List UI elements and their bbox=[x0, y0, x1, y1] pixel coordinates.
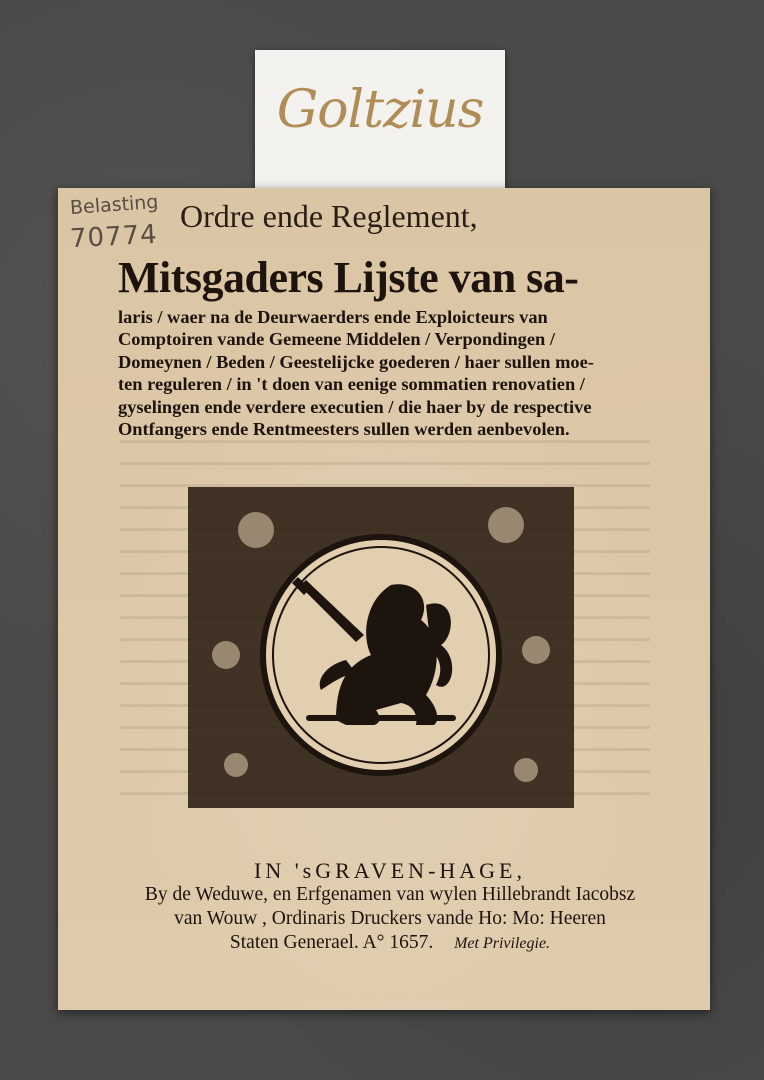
page-subtitle: Mitsgaders Lijste van sa- bbox=[118, 253, 579, 302]
body-line: Domeynen / Beden / Geestelijcke goederen / haer sullen moe- bbox=[118, 351, 594, 372]
imprint-printer-2: van Wouw , Ordinaris Druckers vande Ho: Mo: Heeren bbox=[174, 908, 606, 929]
title-body bbox=[118, 306, 658, 440]
lion-sword-emblem-icon bbox=[186, 485, 576, 810]
dealer-label-card bbox=[255, 50, 505, 195]
imprint-city: IN 'sGRAVEN-HAGE, bbox=[254, 858, 526, 883]
body-line: Ontfangers ende Rentmeesters sullen werden aenbevolen. bbox=[118, 419, 570, 440]
body-line: laris / waer na de Deurwaerders ende Exploicteurs van bbox=[118, 307, 548, 327]
imprint-privilege: Met Privilegie. bbox=[454, 935, 551, 952]
imprint-date-line bbox=[70, 932, 710, 954]
page-title: Ordre ende Reglement, bbox=[180, 198, 478, 234]
body-line: gyselingen ende verdere executien / die haer by de respective bbox=[118, 396, 592, 417]
handwritten-number: 70774 bbox=[69, 219, 159, 255]
body-line: Comptoiren vande Gemeene Middelen / Verpondingen / bbox=[118, 329, 555, 350]
imprint-printer: By de Weduwe, en Erfgenamen van wylen Hillebrandt Iacobsz bbox=[144, 884, 636, 905]
body-line: ten reguleren / in 't doen van eenige sommatien renovatien / bbox=[118, 374, 585, 395]
imprint-date: Staten Generael. A° 1657. bbox=[229, 932, 434, 953]
dealer-name: Goltzius bbox=[276, 80, 484, 140]
handwritten-category: Belasting bbox=[69, 190, 160, 220]
